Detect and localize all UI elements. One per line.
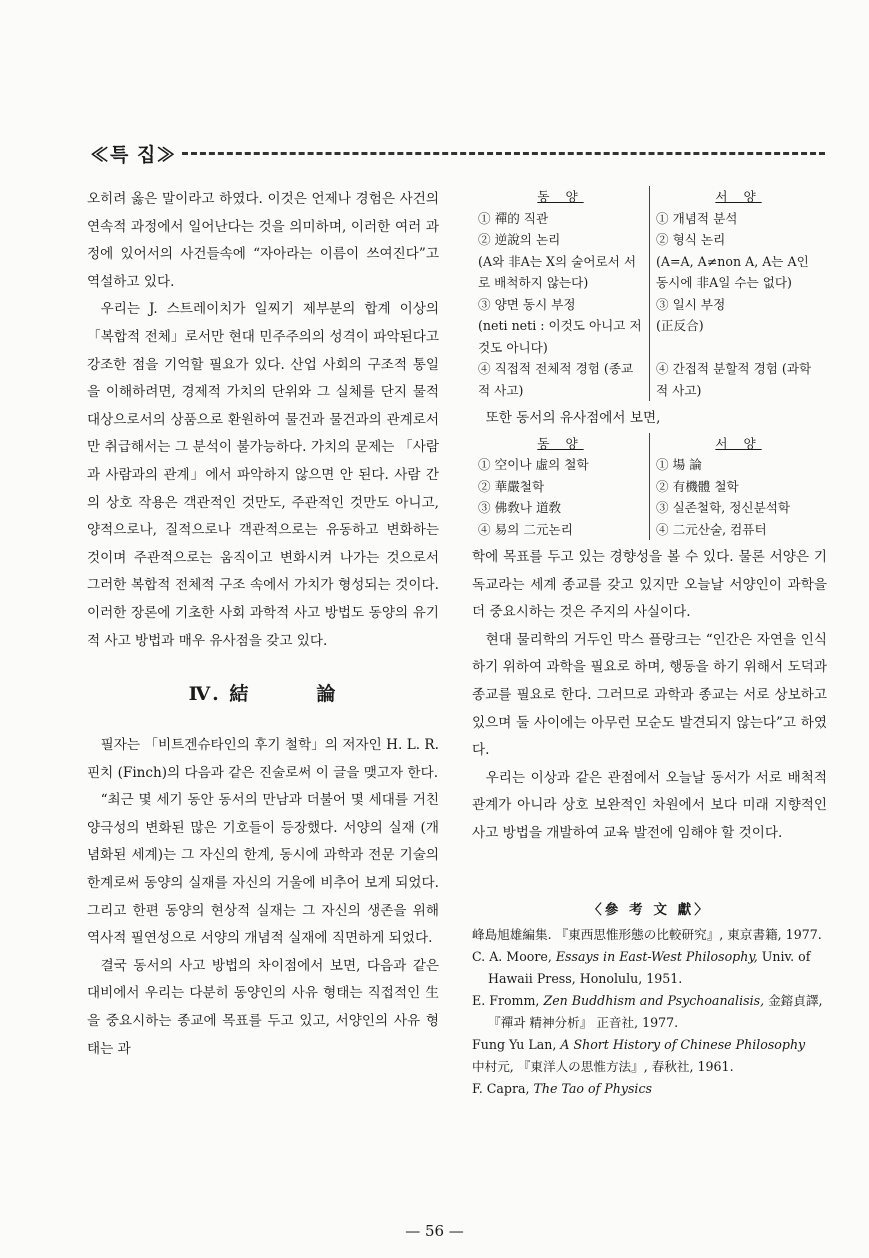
page-number: — 56 — — [405, 1222, 464, 1240]
table-header-west: 서 양 — [715, 435, 762, 451]
table-row: ③ 佛敎나 道敎 ③ 실존철학, 정신분석학 — [472, 497, 827, 519]
table-row: ③ 양면 동시 부정 ③ 일시 부정 — [472, 294, 827, 316]
reference-item: F. Capra, The Tao of Physics — [472, 1080, 652, 1096]
body-paragraph: 필자는 「비트겐슈타인의 후기 철학」의 저자인 H. L. R. 핀치 (Finch)의 다음과 같은 진술로써 이 글을 맺고자 한다. — [87, 737, 439, 781]
table-row: ② 逆說의 논리 ② 형식 논리 — [472, 229, 827, 251]
table-header-east: 동 양 — [472, 433, 650, 455]
page-header — [90, 138, 825, 168]
reference-item: C. A. Moore, Essays in East-West Philosophy, Univ. of Hawaii Press, Honolulu, 1951. — [472, 948, 811, 986]
reference-item: 峰島旭雄編集. 『東西思惟形態の比較研究』, 東京書籍, 1977. — [472, 926, 822, 942]
body-paragraph: 우리는 이상과 같은 관점에서 오늘날 동서가 서로 배척적 관계가 아니라 상호 보완적인 차원에서 보다 미래 지향적인 사고 방법을 개발하여 교육 발전에 임해야 할 것이다. — [472, 769, 827, 842]
body-paragraph: 학에 목표를 두고 있는 경향성을 볼 수 있다. 물론 서양은 기독교라는 세계 종교를 갖고 있지만 오늘날 서양인이 과학을 더 중요시하는 것은 주지의 사실이다. — [472, 549, 827, 621]
body-paragraph: 우리는 J. 스트레이치가 일찌기 제부분의 합계 이상의 「복합적 전체」로서만 현대 민주주의의 성격이 파악된다고 강조한 점을 기억할 필요가 있다. 산업 사회의 구조적 통일을 이해하려면, 경제적 가치의 단위와 그 실체를 단지 물적 대상으로서의 상품으로 환원하여 물건과 물건과의 관계로서만 취급해서는 그 분석이 불가능하다. 가치의 문제는 「사람과 사람과의 관계」에서 파악하지 않으면 안 된다. 사람 간의 상호 작용은 객관적인 것만도, 주관적인 것만도 아니고, 양적으로나, 질적으로나 객관적으로는 유동하고 변화하는 것이며 주관적으로는 움직이고 변화시켜 나가는 것으로서 그러한 복합적 전체적 구조 속에서 가치가 형성되는 것이다. 이러한 장론에 기초한 사회 과학적 사고 방법도 동양의 유기적 사고 방법과 매우 유사점을 갖고 있다. — [87, 301, 439, 649]
references-title: 〈參 考 文 獻〉 — [588, 901, 711, 918]
table-row: ④ 易의 二元논리 ④ 二元산술, 컴퓨터 — [472, 519, 827, 541]
table-row: ④ 직접적 전체적 경험 (종교적 사고) ④ 간접적 분할적 경험 (과학적 사고) — [472, 358, 827, 401]
body-paragraph: 현대 물리학의 거두인 막스 플랑크는 “인간은 자연을 인식하기 위하여 과학을 필요로 하며, 행동을 하기 위해서 도덕과 종교를 필요로 한다. 그러므로 과학과 종교는 서로 상보하고 있으며 둘 사이에는 아무런 모순도 발견되지 않는다”고 하였다. — [472, 631, 827, 759]
left-column — [87, 186, 439, 1063]
body-paragraph: 결국 동서의 사고 방법의 차이점에서 보면, 다음과 같은 대비에서 우리는 다분히 동양인의 사유 형태는 직접적인 生을 중요시하는 종교에 목표를 두고 있고, 서양인의 사유 형태는 과 — [87, 957, 439, 1057]
table-row: (neti neti : 이것도 아니고 저것도 아니다) (正反合) — [472, 315, 827, 358]
table-row: ① 空이나 虛의 철학 ① 場 論 — [472, 454, 827, 476]
comparison-table-similarities — [472, 433, 827, 541]
table-row: (A와 非A는 X의 술어로서 서로 배척하지 않는다) (A=A, A≠non A, A는 A인 동시에 非A일 수는 없다) — [472, 251, 827, 294]
body-paragraph: 오히려 옳은 말이라고 하였다. 이것은 언제나 경험은 사건의 연속적 과정에서 일어난다는 것을 의미하며, 이러한 여러 과정에 있어서의 사건들속에 “자아라는 이름이 쓰여진다”고 역설하고 있다. — [87, 191, 439, 290]
table-header-east: 동 양 — [472, 186, 650, 208]
reference-item: 中村元, 『東洋人の思惟方法』, 春秋社, 1961. — [472, 1058, 734, 1074]
table-header-west: 서 양 — [715, 189, 762, 204]
reference-item: E. Fromm, Zen Buddhism and Psychoanalisis, 金鎔貞譯, 『禪과 精神分析』 正音社, 1977. — [472, 992, 823, 1030]
table-row: ② 華嚴철학 ② 有機體 철학 — [472, 476, 827, 498]
comparison-table-differences — [472, 186, 827, 401]
table-row: ① 禪的 직관 ① 개념적 분석 — [472, 208, 827, 230]
reference-item: Fung Yu Lan, A Short History of Chinese Philosophy — [472, 1036, 806, 1052]
right-column — [472, 186, 827, 1100]
header-rule — [182, 152, 825, 155]
body-paragraph: “최근 몇 세기 동안 동서의 만남과 더불어 몇 세대를 거친 양극성의 변화된 많은 기호들이 등장했다. 서양의 실재 (개념화된 세계)는 그 자신의 한계, 동시에 과학과 전문 기술의 한계로써 동양의 실재를 자신의 거울에 비추어 보게 되었다. 그리고 한편 동양의 현상적 실재는 그 자신의 생존을 위해 역사적 필연성으로 서양의 개념적 실재에 직면하게 되었다. — [87, 792, 439, 947]
section-heading: Ⅳ. 結 論 — [188, 683, 338, 706]
section-label: ≪특 집≫ — [90, 143, 177, 166]
body-paragraph: 또한 동서의 유사점에서 보면, — [485, 410, 661, 426]
